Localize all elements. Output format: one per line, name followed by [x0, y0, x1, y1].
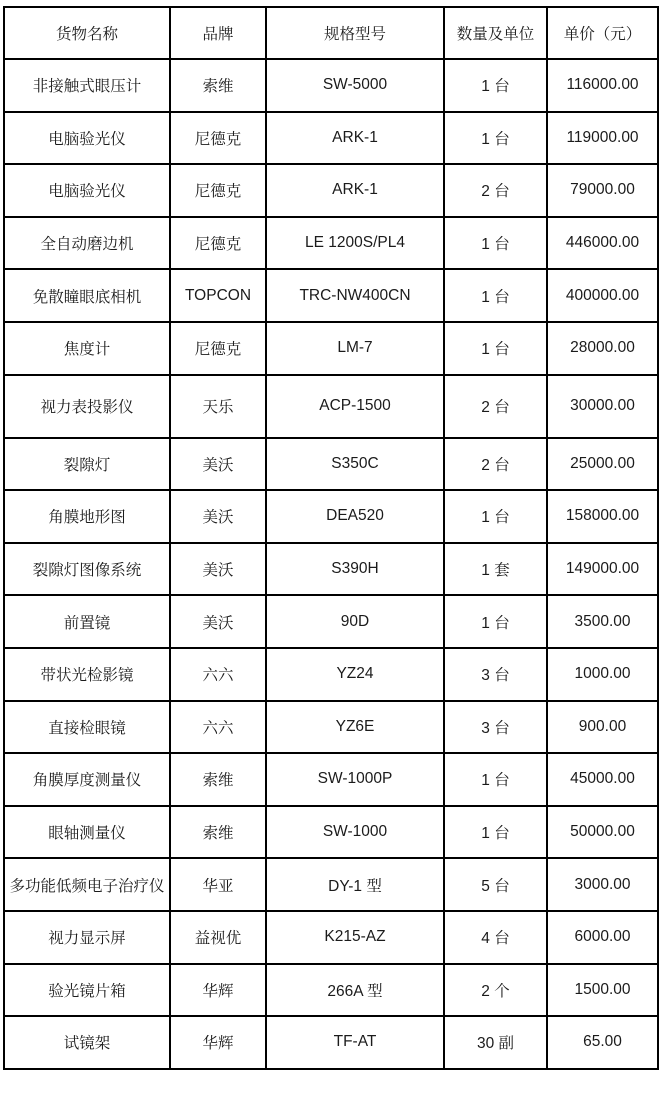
- cell-quantity: 1 台: [444, 112, 547, 165]
- cell-brand: 美沃: [170, 543, 266, 596]
- cell-goods-name: 前置镜: [4, 595, 170, 648]
- cell-brand: 尼德克: [170, 164, 266, 217]
- cell-unit-price: 119000.00: [547, 112, 658, 165]
- cell-model: ACP-1500: [266, 375, 444, 438]
- header-row: [4, 7, 658, 59]
- cell-model: LE 1200S/PL4: [266, 217, 444, 270]
- cell-unit-price: 79000.00: [547, 164, 658, 217]
- table-row: [4, 322, 658, 375]
- cell-brand: TOPCON: [170, 269, 266, 322]
- cell-brand: 尼德克: [170, 112, 266, 165]
- cell-goods-name: 眼轴测量仪: [4, 806, 170, 859]
- cell-brand: 索维: [170, 753, 266, 806]
- cell-brand: 美沃: [170, 595, 266, 648]
- cell-unit-price: 1000.00: [547, 648, 658, 701]
- header-model: 规格型号: [266, 7, 444, 59]
- cell-goods-name: 裂隙灯: [4, 438, 170, 491]
- cell-goods-name: 电脑验光仪: [4, 112, 170, 165]
- cell-quantity: 1 台: [444, 217, 547, 270]
- cell-model: ARK-1: [266, 112, 444, 165]
- cell-quantity: 1 台: [444, 595, 547, 648]
- cell-brand: 益视优: [170, 911, 266, 964]
- cell-goods-name: 视力显示屏: [4, 911, 170, 964]
- table-row: [4, 964, 658, 1017]
- cell-quantity: 1 台: [444, 753, 547, 806]
- cell-goods-name: 验光镜片箱: [4, 964, 170, 1017]
- table-row: [4, 269, 658, 322]
- cell-brand: 六六: [170, 701, 266, 754]
- cell-quantity: 4 台: [444, 911, 547, 964]
- cell-model: S350C: [266, 438, 444, 491]
- table-row: [4, 648, 658, 701]
- cell-quantity: 2 台: [444, 375, 547, 438]
- cell-unit-price: 400000.00: [547, 269, 658, 322]
- cell-model: 266A 型: [266, 964, 444, 1017]
- cell-goods-name: 带状光检影镜: [4, 648, 170, 701]
- goods-table: [3, 6, 659, 1070]
- table-body: [4, 59, 658, 1069]
- cell-quantity: 1 台: [444, 490, 547, 543]
- cell-model: S390H: [266, 543, 444, 596]
- cell-model: SW-1000P: [266, 753, 444, 806]
- cell-model: SW-1000: [266, 806, 444, 859]
- table-row: [4, 438, 658, 491]
- cell-brand: 华辉: [170, 1016, 266, 1069]
- cell-brand: 华亚: [170, 858, 266, 911]
- cell-unit-price: 3000.00: [547, 858, 658, 911]
- cell-brand: 索维: [170, 806, 266, 859]
- table-row: [4, 112, 658, 165]
- table-row: [4, 490, 658, 543]
- cell-unit-price: 50000.00: [547, 806, 658, 859]
- cell-unit-price: 6000.00: [547, 911, 658, 964]
- cell-brand: 美沃: [170, 438, 266, 491]
- cell-unit-price: 25000.00: [547, 438, 658, 491]
- cell-quantity: 5 台: [444, 858, 547, 911]
- cell-brand: 华辉: [170, 964, 266, 1017]
- cell-goods-name: 角膜地形图: [4, 490, 170, 543]
- cell-unit-price: 45000.00: [547, 753, 658, 806]
- table-row: [4, 1016, 658, 1069]
- table-row: [4, 858, 658, 911]
- cell-model: DY-1 型: [266, 858, 444, 911]
- cell-quantity: 2 台: [444, 438, 547, 491]
- cell-brand: 美沃: [170, 490, 266, 543]
- cell-quantity: 3 台: [444, 701, 547, 754]
- table-row: [4, 375, 658, 438]
- cell-brand: 尼德克: [170, 217, 266, 270]
- cell-quantity: 30 副: [444, 1016, 547, 1069]
- cell-model: DEA520: [266, 490, 444, 543]
- cell-quantity: 1 台: [444, 59, 547, 112]
- cell-goods-name: 试镜架: [4, 1016, 170, 1069]
- cell-quantity: 2 台: [444, 164, 547, 217]
- cell-goods-name: 直接检眼镜: [4, 701, 170, 754]
- cell-goods-name: 非接触式眼压计: [4, 59, 170, 112]
- header-quantity: 数量及单位: [444, 7, 547, 59]
- cell-goods-name: 焦度计: [4, 322, 170, 375]
- cell-goods-name: 免散瞳眼底相机: [4, 269, 170, 322]
- cell-unit-price: 149000.00: [547, 543, 658, 596]
- table-row: [4, 911, 658, 964]
- cell-quantity: 2 个: [444, 964, 547, 1017]
- cell-goods-name: 裂隙灯图像系统: [4, 543, 170, 596]
- cell-goods-name: 电脑验光仪: [4, 164, 170, 217]
- table-header: [4, 7, 658, 59]
- cell-quantity: 1 套: [444, 543, 547, 596]
- table-row: [4, 543, 658, 596]
- cell-unit-price: 65.00: [547, 1016, 658, 1069]
- table-row: [4, 595, 658, 648]
- cell-model: TRC-NW400CN: [266, 269, 444, 322]
- cell-model: YZ24: [266, 648, 444, 701]
- table-row: [4, 59, 658, 112]
- cell-unit-price: 3500.00: [547, 595, 658, 648]
- cell-goods-name: 视力表投影仪: [4, 375, 170, 438]
- cell-quantity: 1 台: [444, 322, 547, 375]
- cell-model: YZ6E: [266, 701, 444, 754]
- cell-unit-price: 900.00: [547, 701, 658, 754]
- cell-unit-price: 116000.00: [547, 59, 658, 112]
- table-row: [4, 701, 658, 754]
- table-row: [4, 164, 658, 217]
- header-goods-name: 货物名称: [4, 7, 170, 59]
- cell-model: SW-5000: [266, 59, 444, 112]
- table-row: [4, 753, 658, 806]
- cell-goods-name: 全自动磨边机: [4, 217, 170, 270]
- header-unit-price: 单价（元）: [547, 7, 658, 59]
- cell-unit-price: 30000.00: [547, 375, 658, 438]
- cell-model: 90D: [266, 595, 444, 648]
- table-row: [4, 806, 658, 859]
- header-brand: 品牌: [170, 7, 266, 59]
- cell-quantity: 1 台: [444, 269, 547, 322]
- cell-brand: 六六: [170, 648, 266, 701]
- cell-goods-name: 角膜厚度测量仪: [4, 753, 170, 806]
- table-row: [4, 217, 658, 270]
- cell-brand: 索维: [170, 59, 266, 112]
- cell-quantity: 1 台: [444, 806, 547, 859]
- cell-model: LM-7: [266, 322, 444, 375]
- cell-model: TF-AT: [266, 1016, 444, 1069]
- cell-brand: 天乐: [170, 375, 266, 438]
- cell-unit-price: 28000.00: [547, 322, 658, 375]
- cell-model: ARK-1: [266, 164, 444, 217]
- cell-unit-price: 158000.00: [547, 490, 658, 543]
- cell-brand: 尼德克: [170, 322, 266, 375]
- cell-unit-price: 446000.00: [547, 217, 658, 270]
- cell-quantity: 3 台: [444, 648, 547, 701]
- cell-model: K215-AZ: [266, 911, 444, 964]
- cell-goods-name: 多功能低频电子治疗仪: [4, 858, 170, 911]
- cell-unit-price: 1500.00: [547, 964, 658, 1017]
